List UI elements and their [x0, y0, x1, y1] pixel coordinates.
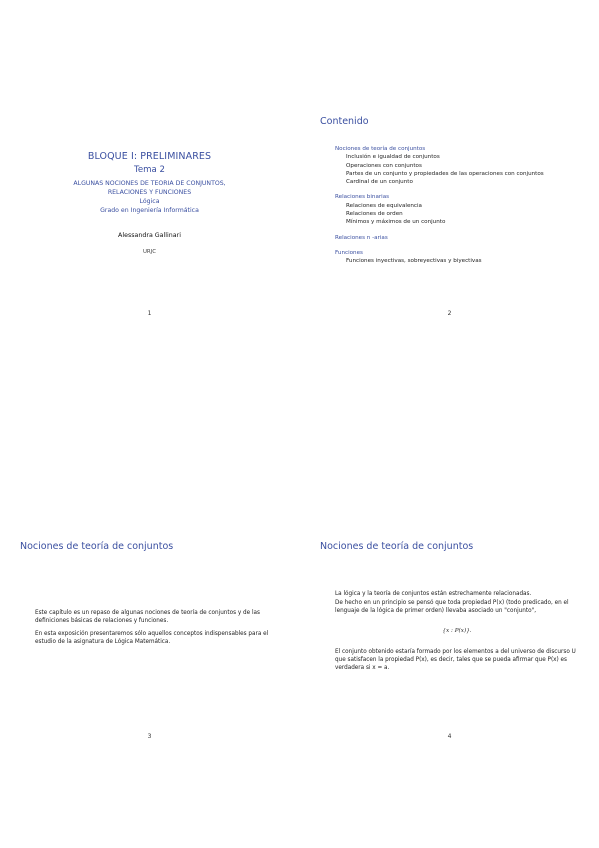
- slide-title: BLOQUE I: PRELIMINARES: [87, 151, 212, 162]
- slide-2: [300, 112, 599, 324]
- toc-item[interactable]: Mínimos y máximos de un conjunto: [346, 219, 446, 226]
- page-number: 4: [447, 733, 452, 740]
- toc-gap: [335, 186, 544, 193]
- slide-title: Nociones de teoría de conjuntos: [320, 541, 474, 552]
- toc-item[interactable]: Cardinal de un conjunto: [346, 179, 413, 186]
- formula: {x : P(x)}.: [442, 628, 472, 634]
- paragraph: De hecho en un principio se pensó que toda propiedad P(x) (todo predicado, en el lenguaje de la lógica de primer orden) llevaba asociado un "conjunto",: [335, 600, 569, 615]
- author: Alessandra Gallinari: [118, 232, 181, 239]
- page-number: 3: [147, 733, 152, 740]
- slide-title: Nociones de teoría de conjuntos: [20, 541, 174, 552]
- slide-title: Contenido: [320, 116, 369, 127]
- paragraph: El conjunto obtenido estaría formado por los elementos a del universo de discurso U que satisfacen la propiedad P(x), es decir, tales que se pueda afirmar que P(x) es verdadera si x = a.: [335, 649, 576, 672]
- slide-subsubtitle: [0, 179, 299, 215]
- subtitle-line-2: RELACIONES Y FUNCIONES: [107, 189, 192, 196]
- page-number: 1: [147, 310, 152, 317]
- toc-gap: [335, 242, 544, 249]
- toc-gap: [335, 227, 544, 234]
- toc-section[interactable]: Relaciones n -arias: [335, 234, 388, 241]
- toc-item[interactable]: Relaciones de equivalencia: [346, 202, 422, 209]
- institution: URJC: [142, 249, 157, 255]
- slide-subtitle: Tema 2: [134, 165, 165, 175]
- slide-3: [0, 536, 299, 748]
- subtitle-line-1: ALGUNAS NOCIONES DE TEORIA DE CONJUNTOS,: [73, 180, 226, 187]
- toc-item[interactable]: Operaciones con conjuntos: [346, 162, 422, 169]
- toc-section[interactable]: Nociones de teoría de conjuntos: [335, 146, 426, 152]
- subtitle-line-4: Grado en Ingeniería Informática: [100, 207, 199, 214]
- toc-item[interactable]: Relaciones de orden: [346, 211, 403, 218]
- toc-item[interactable]: Partes de un conjunto y propiedades de las operaciones con conjuntos: [346, 170, 544, 177]
- slide-4: [300, 536, 599, 748]
- toc-section[interactable]: Relaciones binarias: [335, 194, 390, 201]
- slide-1: [0, 120, 299, 332]
- paragraph: En esta exposición presentaremos sólo aquellos conceptos indispensables para el estudio de la asignatura de Lógica Matemática.: [35, 631, 269, 646]
- page-number: 2: [447, 310, 452, 317]
- table-of-contents: [335, 145, 544, 266]
- toc-item[interactable]: Funciones inyectivas, sobreyectivas y biyectivas: [346, 258, 482, 265]
- paragraph: La lógica y la teoría de conjuntos están estrechamente relacionadas.: [335, 591, 532, 597]
- paragraph: Este capítulo es un repaso de algunas nociones de teoría de conjuntos y de las definiciones básicas de relaciones y funciones.: [35, 610, 261, 625]
- subtitle-line-3: Lógica: [139, 198, 160, 205]
- toc-section[interactable]: Funciones: [335, 249, 363, 256]
- toc-item[interactable]: Inclusión e igualdad de conjuntos: [346, 154, 440, 161]
